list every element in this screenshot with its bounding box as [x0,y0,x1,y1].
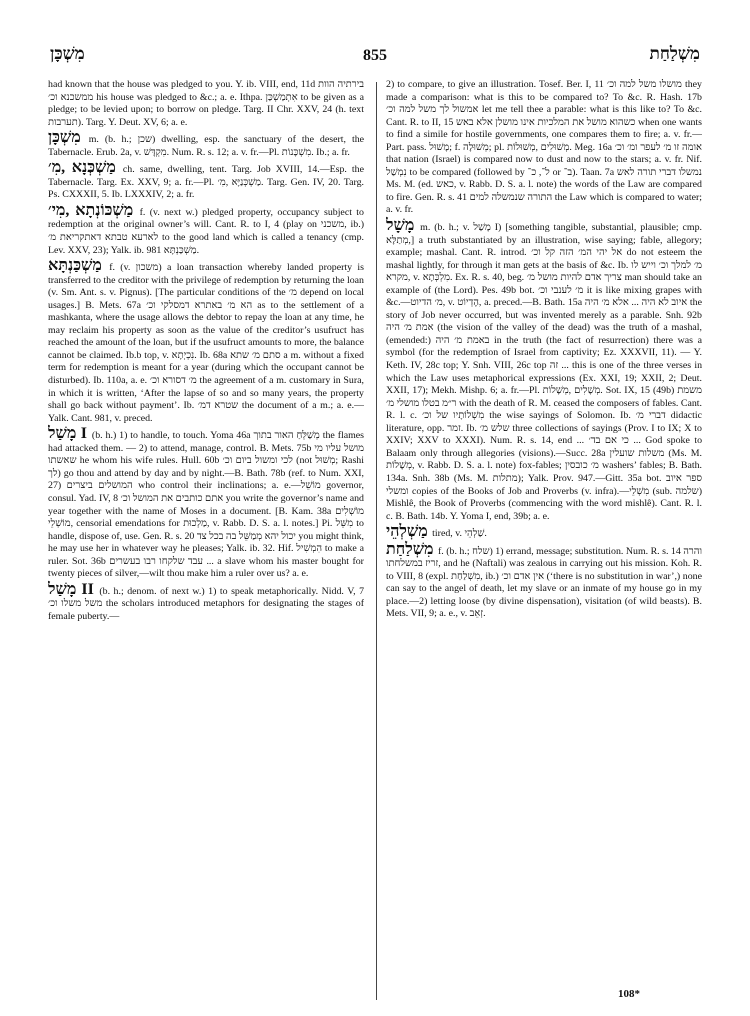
entry-text: 2) to compare, to give an illustration. Tosef. Ber. I, 11 מושלו משל למה וכ׳ they made a comparison: what is this to be compared to? To &c. R. Hash. 17b אמשול לך משל למה וכ׳ let me tell thee a parable: what is this like to? To &c. Cant. R. to II, 15 כשהוא מושל את המלכיות אינו מושלן אלא באש when one wants to find a simile for hostile governments, one compares them to fire; a. v. fr.—Part. pass. מָשׁוּל; f. מְשׁוּלָה; pl. מְשׁוּלִים ,מְשׁוּלוֹת. Meg. 16a אומה זו מ׳ לעפר ומ׳ וכ׳ that nation (Israel) is compared now to dust and now to the stars; a. v. fr. Nif. נִמְשַׁל to be compared (followed by ל־, כ־ or ב־). Taan. 7a נמשלו דברי תורה לאש Ms. M. (ed. כאש, v. Rabb. D. S. a. l. note) the words of the Law are compared to fire. Gen. R. s. 41 התורה שנמשלה למים the Law which is compared to water; a. v. fr. [386,79,702,216]
dictionary-entry [386,540,702,621]
entry-text: f. (v. משכון) a loan transaction whereby landed property is transferred to the creditor with the privilege of redemption by returning the loan (v. Sm. Ant. s. v. Pignus). [The particular conditions of the מ׳ depend on local usages.] B. Mets. 67a הא מ׳ באתרא דמסלקי וכ׳ as to the settlement of a mashkanta, where the usage allows the debtor to repay the loan at any time, he may reclaim his property as soon as the value of the creditor’s usufruct has reached the amount of the loan, but if the usufruct amounts to more, the balance cannot be claimed. Ib.b top, v. נִכְיְתָא. Ib. 68a סתם מ׳ שתא a m. without a fixed term for redemption is meant for a year (during which the occupant cannot be disturbed). Ib. 110a, a. e. מ׳ דסורא וכ׳ the agreement of a m. customary in Sura, in which it is written, ‘After the lapse of so and so many years, the property shall go back without payment’. Ib. שטרא דמ׳ the document of a m.; a. e.—Yalk. Cant. 981, v. preced. [48,262,364,424]
entry-headword: מִשְׁלַחַת [386,540,434,558]
dictionary-entry [48,259,364,425]
entry-text: ch. same, dwelling, tent. Targ. Job XVIII, 14.—Esp. the Tabernacle. Targ. Ex. XXV, 9; a. fr.—Pl. מַשְׁכְּנַיָּא ,מִ׳. Targ. Gen. IV, 20. Targ. Ps. CXXXII, 5. Ib. LXXXIV, 2; a. fr. [48,164,364,201]
entry-text: f. (v. next w.) pledged property, occupancy subject to redemption at the original owner’s will. Cant. R. to I, 4 (play on משכני, ib.) לארעא טבתא דאתקריאת מ׳ to the good land which is called a tenancy (cmp. Lev. XXV, 23); Yalk. ib. 981 מַשְׁכַּנְתָּא. [48,206,364,256]
dictionary-entry [386,79,702,217]
dictionary-entry [48,161,364,202]
signature-mark: 108* [618,988,640,1000]
entry-headword: מַשְׁכַּנְתָּא [48,257,102,275]
right-column [386,79,702,961]
dictionary-entry [48,79,364,129]
dictionary-entry [48,201,364,257]
running-head-left: מִשְׁכָּן [50,44,85,63]
entry-headword: מָשַׁל II [48,580,94,598]
dictionary-entry [48,580,364,624]
entry-text: had known that the house was pledged to you. Y. ib. VIII, end, 11d בירתיה הוות ממשכנא וכ׳ his house was pledged to &c.; a. e. Ithpa. אִתְמַשְׁכַּן to be given as a pledge; to be levied upon; to borrow on pledge. Targ. II Chr. XXV, 24 (h. text תערבות). Targ. Y. Deut. XV, 6; a. e. [48,79,364,128]
entry-headword: מַשְׁכְּנָא ,מִ׳ [48,159,116,177]
entry-headword: מָשָׁל [386,217,415,235]
entry-headword: מָשַׁל I [48,425,87,443]
dictionary-entry [48,131,364,159]
entry-text: (b. h.; denom. of next w.) 1) to speak metaphorically. Nidd. V, 7 משל משלו וכ׳ the scholars introduced metaphors for designating the stages of female puberty.— [48,585,364,622]
dictionary-entry [386,219,702,523]
entry-text: m. (b. h.; שכן) dwelling, esp. the sanctuary of the desert, the Tabernacle. Erub. 2a, v. מִקְדָּשׁ. Num. R. s. 12; a. v. fr.—Pl. מִשְׁכָּנוֹת. Ib.; a. fr. [48,134,364,158]
running-head-right: מִשְׁלַחַת [649,44,700,63]
column-divider [376,82,377,1000]
dictionary-entry [386,525,702,541]
entry-headword: מַשְׁכּוֹנְתָא ,מִי׳ [48,201,134,219]
entry-text: f. (b. h.; שלח) 1) errand, message; substitution. Num. R. s. 14 והרה זריז במשלחתו, and he (Naftali) was zealous in carrying out his mission. Koh. R. to VIII, 8 (expl. מִשְׁלַחַת, ib.) אין אדם וכ׳ (‘there is no substitution in war’,) none can say to the angel of death, let my slave or an inmate of my house go in my place.—2) letting loose (by divine dispensation), visitation (of wild beasts). B. Mets. VII, 9; a. e., v. זְאֵב. [386,545,702,620]
page-number: 855 [363,47,387,64]
entry-text: (b. h.) 1) to handle, to touch. Yoma 46a מְשַׁלְּחַ האור בתוך the flames had attacked them. — 2) to attend, manage, control. B. Mets. 75b מושל עליו מי שאשתו he whom his wife rules. Hull. 60b לכי ומשול ביום וכ׳ (not מְשׁוּל; Rashi לך) go thou and attend by day and by night.—B. Bath. 78b (ref. to Num. XXI, 27) המושלים ביצרים who control their inclinations; a. e.—מוֹשֵׁל governor, consul. Yad. IV, 8 אתם כותבים את המושל וכ׳ you write the governor’s name and year together with the name of Moses in a document. [B. Kam. 38a מוֹשְׁלִים ,מוֹשְׁלֵי censorial emendations for מַלְכוּת, v. Rabb. D. S. a. l. notes.] Pi. מִשֵּׁל to handle, dispose of, use. Gen. R. s. 20 יכול יהא מְמַשֵּׁל בה בכל צד you might think, he may use her in whatever way he pleases; Yalk. ib. 32. Hif. הִמְשִׁיל to make a ruler. Sot. 36b עבד שלקחו רבו בעשרים ... a slave whom his master bought for twenty pieces of silver,—wilt thou make him a ruler over us? a. e. [48,430,364,580]
entry-headword: מַשְׁלְהֵי [386,523,428,541]
left-column [48,79,364,985]
entry-text: tired, v. שַׁלְהֵי. [432,528,487,540]
entry-headword: מִשְׁכָּן [48,129,81,147]
entry-text: m. (b. h.; v. מָשַׁל I) [something tangible, substantial, plausible; cmp. מְתַלָּא,] a truth substantiated by an illustration, wise saying; fable, allegory; example; mashal. Cant. R. introd. אל יהי המ׳ הזה קל וכ׳ do not esteem the mashal lightly, for through it man gets at the basis of &c. Ib. מ׳ למלך וכ׳ וייש לו מקרא, v. מִלְכְּתָא. Ex. R. s. 40, beg. צריך אדם להיות מושל מ׳ man should take an example of (the Lord). Pes. 49b bot. מ׳ לענבי וכ׳ it is like mixing grapes with &c.—מ׳ הדיוט, v. הֶדְיוֹט, a. preced.—B. Bath. 15a איוב לא היה ... אלא מ׳ היה the story of Job never occurred, but was invented merely as a parable. Snh. 92b אמת מ׳ היה (the vision of the valley of the dead) was the truth of a mashal, (emended:) באמת מ׳ היה in the truth (the fact of resurrection) there was a symbol (for the redemption of Israel from captivity; Ez. XXXVII, 11). — Y. Keth. IV, 28c top; Y. Snh. VIII, 26c top זה ... this is one of the three verses in which the Law uses metaphorical expressions (Ex. XXI, 19; XXII, 2; Deut. XXII, 17); Mekh. Mishp. 6; a. fr.—Pl. מְשָׁלִים ,מְשָׁלוֹת. Sot. IX, 15 (49b) משמת ר״מ בטלו מושלי מ׳ with the death of R. M. ceased the composers of fables. Cant. R. l. c. מִשְׁלוֹתָיו של וכ׳ the wise sayings of Solomon. Ib. דברי מ׳ didactic literature, opp. זמר. Ib. שלש מ׳ three collections of sayings (Prov. I to IX; X to XXIV; XXV to XXXI). Num. R. s. 14, end ... כי אם בד׳ ... God spoke to Balaam only through allegories (visions).—Succ. 28a משלות שועלין (Ms. M. מְשָׁלוֹת, v. Rabb. D. S. a. l. note) fox-fables; מ׳ כובסין washers’ fables; B. Bath. 134a. Snh. 38b (Ms. M. מתלות); Yalk. Prov. 947.—Gitt. 35a bot. ספר איוב ומשלי copies of the Books of Job and Proverbs (v. infra).—מִשְׁלֵי (sub. שלמה) Mishlê, the Book of Proverbs (commencing with the word mishlê). Cant. R. l. c. B. Bath. 14b. Y. Yoma I, end, 39b; a. e. [386,222,702,522]
dictionary-entry [48,427,364,581]
